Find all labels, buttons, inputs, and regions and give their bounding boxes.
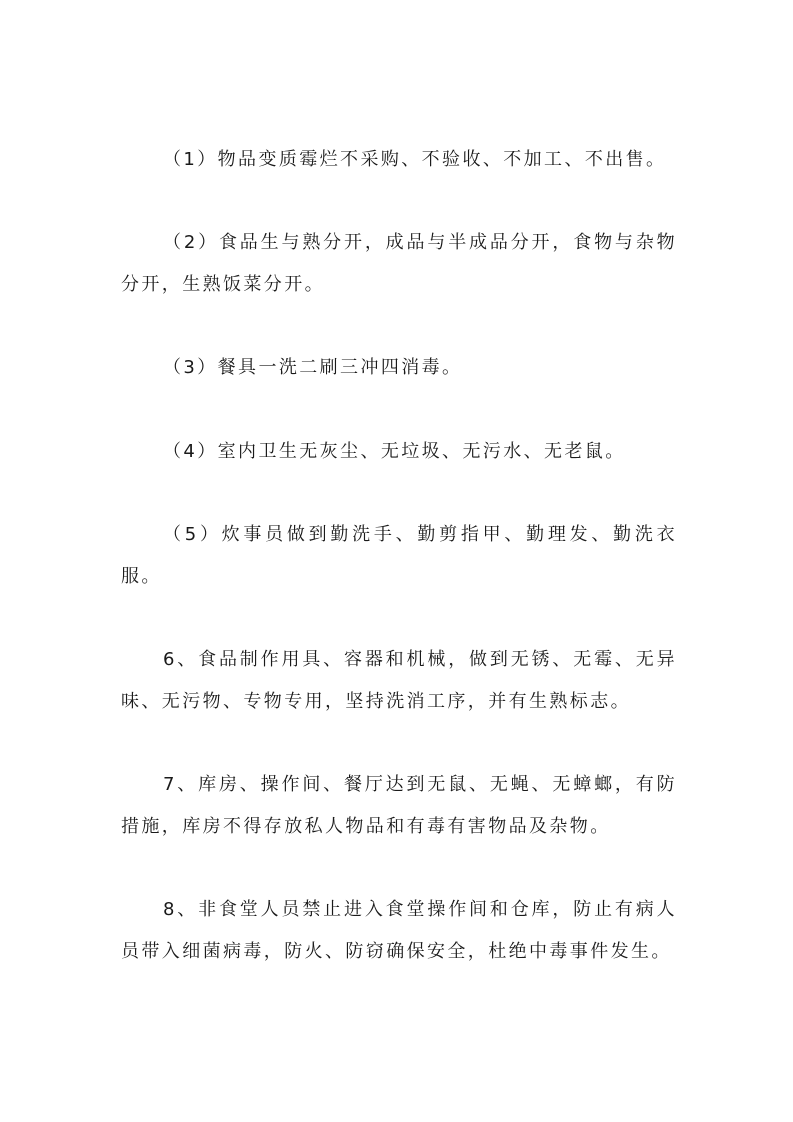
paragraph-2: （2）食品生与熟分开，成品与半成品分开，食物与杂物分开，生熟饭菜分开。 bbox=[121, 232, 677, 295]
paragraph-4: （4）室内卫生无灰尘、无垃圾、无污水、无老鼠。 bbox=[163, 441, 626, 462]
paragraph-8: 8、非食堂人员禁止进入食堂操作间和仓库，防止有病人员带入细菌病毒，防火、防窃确保安全，杜绝中毒事件发生。 bbox=[121, 899, 677, 962]
paragraph-7: 7、库房、操作间、餐厅达到无鼠、无蝇、无蟑螂，有防措施，库房不得存放私人物品和有毒有害物品及杂物。 bbox=[121, 774, 677, 837]
paragraph-5: （5）炊事员做到勤洗手、勤剪指甲、勤理发、勤洗衣服。 bbox=[121, 524, 677, 587]
paragraph-6: 6、食品制作用具、容器和机械，做到无锈、无霉、无异味、无污物、专物专用，坚持洗消工序，并有生熟标志。 bbox=[121, 649, 677, 712]
paragraph-1: （1）物品变质霉烂不采购、不验收、不加工、不出售。 bbox=[163, 149, 667, 170]
paragraph-3: （3）餐具一洗二刷三冲四消毒。 bbox=[163, 357, 463, 378]
